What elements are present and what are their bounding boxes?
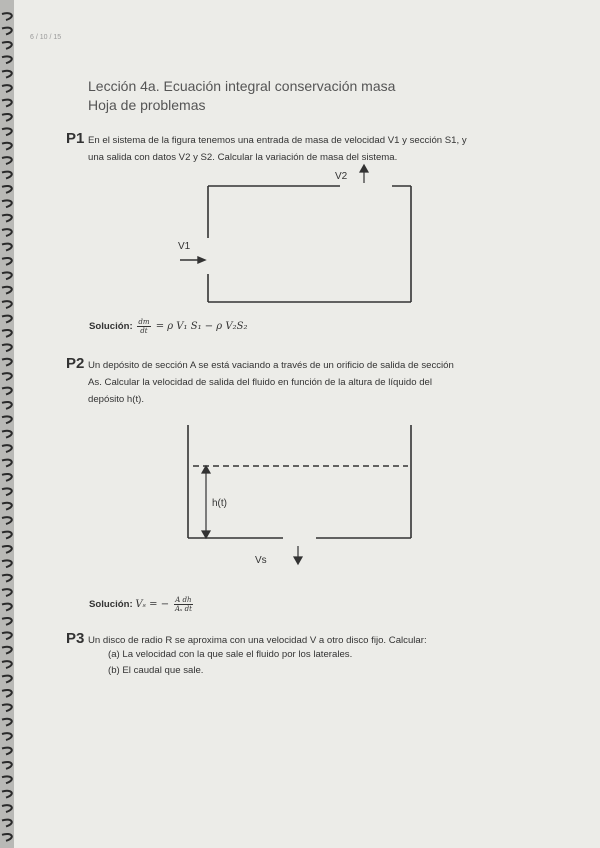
title-line-2: Hoja de problemas [88,97,206,113]
binding-loop [2,618,12,625]
binding-loop [2,344,12,351]
eq-lhs: Vₛ = − [135,599,170,610]
binding-loop [2,71,12,78]
eq-denominator: Aₛ dt [174,605,192,613]
solution-label: Solución: [89,599,133,610]
problem-text-line: Un disco de radio R se aproxima con una velocidad V a otro disco fijo. Calcular: [88,635,427,646]
binding-loop [2,128,12,135]
binding-loop [2,143,12,150]
binding-loop [2,244,12,251]
binding-loop [2,820,12,827]
sub-question-a: (a) La velocidad con la que sale el fluido por los laterales. [108,649,353,660]
problem-text [88,132,467,166]
binding-loop [2,186,12,193]
binding-loop [2,316,12,323]
binding-loop [2,604,12,611]
page-title [88,77,395,115]
problem-text [88,357,454,408]
binding-loop [2,114,12,121]
binding-loop [2,546,12,553]
binding-loop [2,690,12,697]
binding-loop [2,805,12,812]
binding-loop [2,215,12,222]
sub-question-b: (b) El caudal que sale. [108,665,204,676]
binding-loop [2,402,12,409]
eq-denominator: dt [140,327,148,335]
binding-loop [2,28,12,35]
binding-loop [2,373,12,380]
binding-loop [2,719,12,726]
spiral-binding [0,0,20,848]
binding-loop [2,272,12,279]
problem-label: P3 [66,630,85,647]
binding-loop [2,258,12,265]
binding-loop [2,157,12,164]
binding-loop [2,416,12,423]
document-page [14,0,600,848]
binding-loop [2,647,12,654]
binding-loop [2,431,12,438]
eq-numerator: dm [138,318,150,326]
binding-loop [2,100,12,107]
binding-loop [2,517,12,524]
problem-text-line: En el sistema de la figura tenemos una entrada de masa de velocidad V1 y sección S1, y [88,135,467,146]
problem-text-line: una salida con datos V2 y S2. Calcular la variación de masa del sistema. [88,152,398,163]
binding-loop [2,762,12,769]
binding-loop [2,445,12,452]
binding-loop [2,632,12,639]
problem-label: P2 [66,355,85,372]
page-number: 6 / 10 / 15 [30,34,62,41]
binding-loop [2,301,12,308]
eq-rhs: = ρ V₁ S₁ − ρ V₂S₂ [155,321,248,332]
binding-loop [2,532,12,539]
binding-loop [2,589,12,596]
binding-loop [2,172,12,179]
binding-loop [2,474,12,481]
eq-numerator: A dh [175,596,192,604]
binding-loop [2,733,12,740]
binding-loop [2,388,12,395]
binding-loop [2,460,12,467]
binding-loop [2,661,12,668]
problem-text-line: As. Calcular la velocidad de salida del fluido en función de la altura de líquido del [88,377,432,388]
binding-loop [2,330,12,337]
inlet-velocity-label: V1 [178,241,191,252]
binding-loop [2,748,12,755]
binding-loop [2,229,12,236]
height-label: h(t) [212,498,227,509]
problem-text-line: depósito h(t). [88,394,144,405]
binding-loop [2,834,12,841]
binding-loop [2,575,12,582]
binding-loop [2,676,12,683]
binding-loop [2,488,12,495]
problem-text-line: Un depósito de sección A se está vaciando a través de un orificio de salida de sección [88,360,454,371]
problem-label: P1 [66,130,85,147]
binding-loop [2,359,12,366]
binding-loop [2,503,12,510]
binding-loop [2,791,12,798]
binding-loop [2,560,12,567]
binding-loop [2,704,12,711]
binding-loop [2,287,12,294]
binding-loop [2,85,12,92]
binding-loop [2,776,12,783]
title-line-1: Lección 4a. Ecuación integral conservación masa [88,78,396,94]
binding-loop [2,56,12,63]
outlet-velocity-label: Vs [255,555,267,566]
solution-p1 [89,318,247,335]
binding-loop [2,13,12,20]
solution-label: Solución: [89,321,133,332]
outlet-velocity-label: V2 [335,171,348,182]
problem-text [88,632,427,649]
solution-p2 [89,596,195,613]
binding-loop [2,42,12,49]
binding-loop [2,200,12,207]
